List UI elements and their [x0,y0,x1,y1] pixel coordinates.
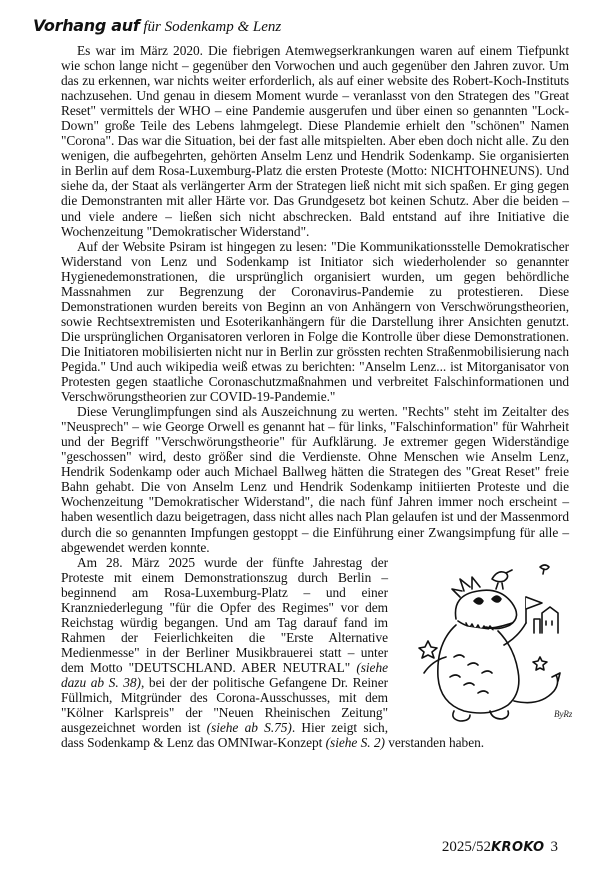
dragon-cartoon-icon [394,561,572,729]
page-number: 3 [550,839,558,855]
illustration-signature: ByRz [554,708,572,719]
issue-number: 2025/52 [441,839,492,855]
article-body [61,43,572,751]
paragraph-4: ByRz Am 28. März 2025 wurde der fünfte Jahrestag der Proteste mit einem Demonstrationszug durch Berlin – beginnend am Rosa-Luxemburg-Platz – und einer Kranzniederlegung "für die Opfer des Regimes" vor dem Reichstag würdig begangen. Und am Tag darauf fand im Rahmen der Feierlichkeiten die "Erste Alternative Medienmesse" in der Berliner Musikbrauerei statt – unter dem Motto "DEUTSCHLAND. ABER NEUTRAL" (siehe dazu ab S. 38), bei der der politische Gefangene Dr. Reiner Füllmich, Mitgründer des Corona-Ausschusses, mit dem "Kölner Karlspreis" der "Neuen Rheinischen Zeitung" ausgezeichnet worden ist (siehe ab S.75). Hier zeigt sich, dass Sodenkamp & Lenz das OMNIwar-Konzept (siehe S. 2) verstanden haben. [61,554,572,751]
header-title: Vorhang auf [33,16,140,35]
paragraph-3: Diese Verunglimpfungen sind als Auszeichnung zu werten. "Rechts" steht im Zeitalter des "Neusprech" – wie George Orwell es genannt hat – für links, "Falschinformation" für Wahrheit und der Begriff "Verschwörungstheorie" für Aufklärung. Je extremer gegen Widerständige "geschossen" wird, desto größer sind die Verdienste. Ohne Menschen wie Anselm Lenz, Hendrik Sodenkamp oder auch Michael Ballweg hätten die Strategen des "Great Reset" freie Bahn gehabt. Die von Anselm Lenz und Hendrik Sodenkamp initiierten Proteste und die Wochenzeitung "Demokratischer Widerstand", die nach fünf Jahren immer noch erscheint – haben wesentlich dazu beigetragen, dass nicht alles nach Plan gelaufen ist und der Massenmord durch die so genannten Impfungen gestoppt – die Einführung einer Zwangsimpfung für alle – abgewendet werden konnte. [61,404,569,555]
magazine-brand: KROKO [491,840,545,855]
header-subtitle: für Sodenkamp & Lenz [139,19,282,35]
page-footer [442,839,558,856]
paragraph-2: Auf der Website Psiram ist hingegen zu lesen: "Die Kommunikationsstelle Demokratischer Widerstand von Lenz und Sodenkamp ist Initiator sich wiederholender so genannter Hygienedemonstrationen, die ursprünglich organisiert wurden, um gegen behördliche Massnahmen zur Begrenzung der Coronavirus-Pandemie zu protestieren. Diese Demonstrationen wurden bereits von Beginn an von Anhängern von Verschwörungstheorien, sowie Rechtsextremisten und Esoterikanhängern für die Darstellung ihrer Ansichten genutzt. Die ursprünglichen Organisatoren verloren in Folge die Kontrolle über diese Demonstrationen. Die Initiatoren mobilisierten nicht nur in Berlin zur grössten rechten Straßenmobilisierung nach Pegida." Und auch wikipedia weiß etwas zu berichten: "Anselm Lenz... ist Mitorganisator von Protesten gegen staatliche Coronaschutzmaßnahmen und verbreitet Falschinformationen und Verschwörungstheorien zur COVID-19-Pandemie." [61,238,570,405]
dragon-illustration [394,561,572,729]
paragraph-1: Es war im März 2020. Die fiebrigen Atemwegserkrankungen waren auf einem Tiefpunkt wie schon lange nicht – gegenüber den Vorwochen und auch gegenüber den Jahren zuvor. Um das zu erkennen, war nichts weiter erforderlich, als auf einer website des Robert-Koch-Instituts nachzusehen. Und genau in diesem Moment wurde – veranlasst von den Strategen des "Great Reset" vermittels der WHO – eine Pandemie ausgerufen und über einen so genannten "Lock-Down" große Teile des Lebens lahmgelegt. Diese Plandemie erhielt den "schönen" Namen "Corona". Das war die Situation, bei der fast alle mitspielten. Aber eben doch nicht alle. Zu den wenigen, die aufbegehrten, gehörten Anselm Lenz und Hendrik Sodenkamp. Sie organisierten in Berlin auf dem Rosa-Luxemburg-Platz die ersten Proteste (Motto: NICHTOHNEUNS). Und siehe da, der Staat als verlängerter Arm der Strategen ließ nicht mit sich spaßen. Er ging gegen die Demonstranten mit aller Härte vor. Das Grundgesetz bot keinen Schutz. Aber die beiden – und viele andere – ließen sich nicht abschrecken. Bald entstand auf ihre Initiative die Wochenzeitung "Demokratischer Widerstand". [61,43,569,239]
page-header [33,16,281,36]
